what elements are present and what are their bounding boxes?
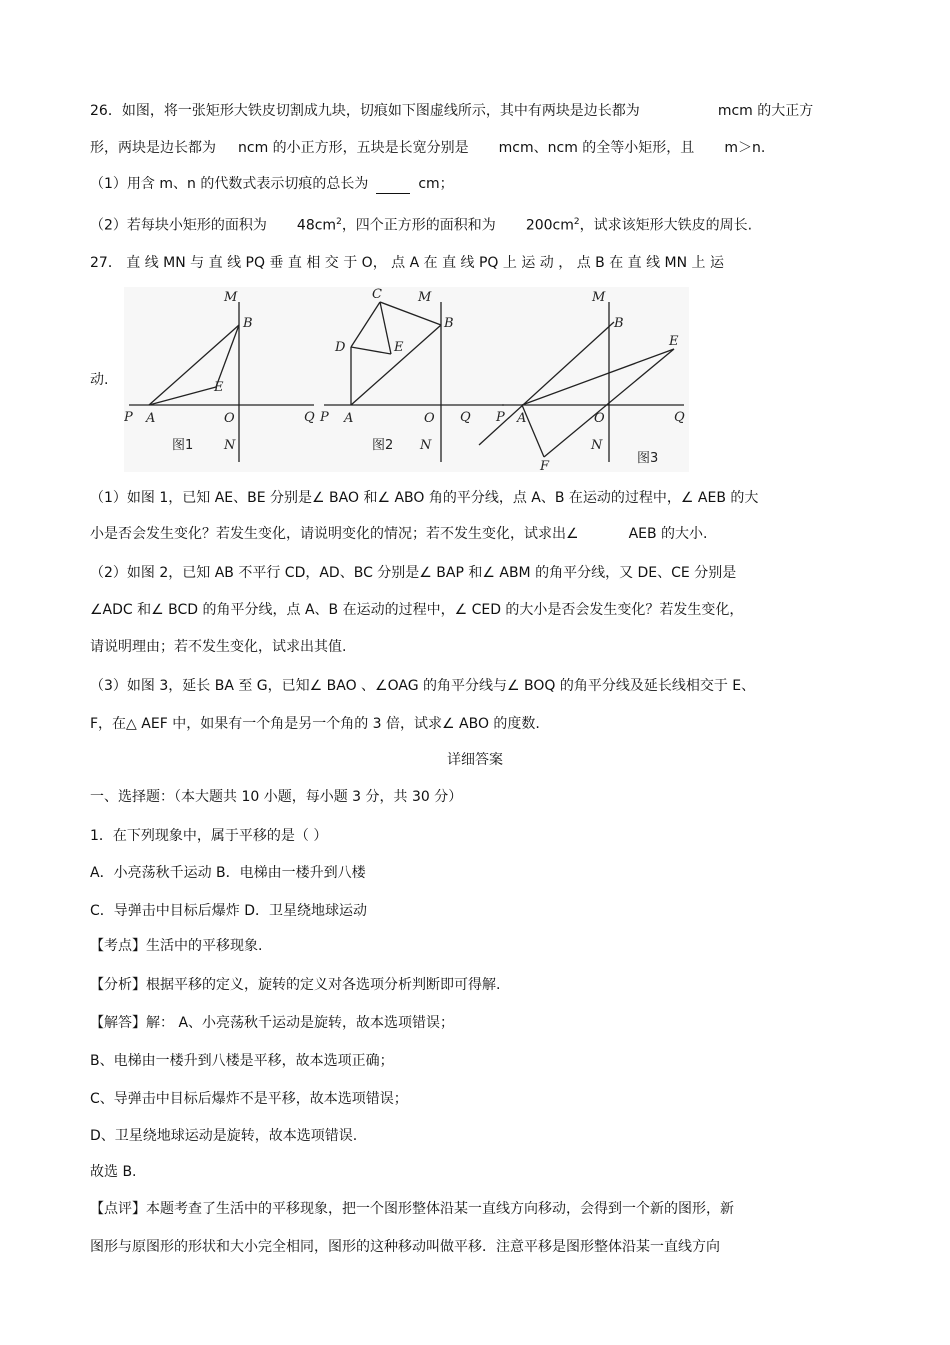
fig2-label-c: C	[372, 287, 382, 302]
fig1-label-q: Q	[304, 410, 315, 425]
fig2-label-n: N	[420, 438, 432, 453]
dianping-2: 图形与原图形的形状和大小完全相同，图形的这种移动叫做平移．注意平移是图形整体沿某一直线方向	[90, 1239, 720, 1255]
q26-part2-c: ，四个正方形的面积和为	[341, 217, 496, 234]
fig2-caption: 图2	[372, 438, 394, 453]
fig3-label-q: Q	[674, 410, 685, 425]
options-ab: A．小亮荡秋千运动 B．电梯由一楼升到八楼	[90, 865, 366, 881]
fig2-label-b: B	[444, 316, 454, 331]
q27-part2-line2: ∠ADC 和∠ BCD 的角平分线，点 A、B 在运动的过程中，∠ CED 的大小是否会发生变化？若发生变化，	[90, 602, 744, 618]
q26-part2	[90, 212, 752, 236]
q26-text-2b: ncm 的小正方形，五块是长宽分别是	[238, 140, 469, 156]
fig1-label-o: O	[224, 411, 235, 426]
q27-part2-line3: 请说明理由；若不发生变化，试求出其值.	[90, 639, 347, 655]
q26-part1-text: （1）用含 m、n 的代数式表示切痕的总长为	[90, 176, 369, 192]
q27-part1-line2	[90, 524, 708, 544]
q26-part1	[90, 174, 454, 194]
q27-part2-line1: （2）如图 2，已知 AB 不平行 CD，AD、BC 分别是∠ BAP 和∠ ABM 的角平分线，又 DE、CE 分别是	[90, 565, 737, 581]
figure-background	[124, 287, 689, 472]
fig1-label-b: B	[243, 316, 253, 331]
q27-part3-line2: F，在△ AEF 中，如果有一个角是另一个角的 3 倍，试求∠ ABO 的度数.	[90, 716, 540, 732]
kaodian: 【考点】生活中的平移现象.	[90, 938, 263, 954]
fig2-label-d: D	[335, 340, 346, 355]
fig2-label-q: Q	[460, 410, 471, 425]
fig1-caption: 图1	[172, 438, 194, 453]
answer-q1: 1．在下列现象中，属于平移的是（ ）	[90, 828, 328, 844]
q27-part3-line1: （3）如图 3，延长 BA 至 G，已知∠ BAO 、∠OAG 的角平分线与∠ BOQ 的角平分线及延长线相交于 E、	[90, 678, 756, 694]
q26-part2-total: 200cm	[525, 217, 574, 234]
superscript: 2	[336, 217, 342, 227]
fig3-label-o: O	[594, 411, 605, 426]
superscript: 2	[573, 217, 580, 227]
q26-text-2a: 形，两块是边长都为	[90, 140, 216, 156]
q26-line1	[90, 101, 813, 121]
q26-part1-unit: cm；	[418, 176, 454, 192]
fig3-caption: 图3	[637, 451, 659, 466]
fig1-label-a: A	[146, 411, 156, 426]
q26-line2	[90, 138, 765, 158]
q27-line2: 动.	[90, 372, 109, 388]
q26-text-2c: mcm、ncm 的全等小矩形，且	[498, 140, 695, 156]
q26-part2-e: ，试求该矩形大铁皮的周长.	[579, 217, 753, 234]
fenxi: 【分析】根据平移的定义，旋转的定义对各选项分析判断即可得解.	[90, 977, 501, 993]
q27-line1: 27． 直 线 MN 与 直 线 PQ 垂 直 相 交 于 O， 点 A 在 直 线 PQ 上 运 动 ， 点 B 在 直 线 MN 上 运	[90, 255, 724, 271]
fig3-label-f: F	[540, 459, 550, 472]
fig3-label-e: E	[669, 334, 679, 349]
jieda: 【解答】解： A、小亮荡秋千运动是旋转，故本选项错误；	[90, 1015, 455, 1031]
answers-title: 详细答案	[447, 752, 503, 768]
q27-part1-line1: （1）如图 1，已知 AE、BE 分别是∠ BAO 和∠ ABO 角的平分线，点 A、B 在运动的过程中，∠ AEB 的大	[90, 490, 759, 506]
q26-text-1b: mcm 的大正方	[717, 103, 814, 119]
q26-text-2d: m＞n.	[724, 140, 766, 156]
dianping-1: 【点评】本题考查了生活中的平移现象，把一个图形整体沿某一直线方向移动，会得到一个新的图形，新	[90, 1201, 734, 1217]
fig2-label-p: P	[320, 410, 329, 425]
options-cd: C．导弹击中目标后爆炸 D．卫星绕地球运动	[90, 903, 368, 919]
fig2-label-a: A	[344, 411, 354, 426]
fig3-label-n: N	[591, 438, 603, 453]
q27-part1-text: 小是否会发生变化？若发生变化，请说明变化的情况；若不发生变化，试求出∠	[90, 526, 579, 542]
fig3-label-m: M	[592, 290, 606, 305]
fig3-label-a: A	[517, 411, 527, 426]
geometry-figures	[124, 287, 689, 472]
fig3-label-p: P	[496, 410, 505, 425]
answer-blank	[376, 179, 410, 194]
fig1-label-n: N	[224, 438, 236, 453]
q26-part2-area: 48cm	[296, 217, 337, 234]
fig2-label-m: M	[418, 290, 432, 305]
fig1-label-e: E	[214, 380, 224, 395]
jieda-c: C、导弹击中目标后爆炸不是平移，故本选项错误；	[90, 1091, 408, 1107]
fig2-label-o: O	[424, 411, 435, 426]
guxuan: 故选 B.	[90, 1164, 137, 1180]
jieda-d: D、卫星绕地球运动是旋转，故本选项错误.	[90, 1128, 358, 1144]
fig1-label-m: M	[224, 290, 238, 305]
fig2-label-e: E	[394, 340, 404, 355]
q27-part1-angle: AEB 的大小.	[628, 526, 708, 542]
fig3-label-b: B	[614, 316, 624, 331]
jieda-b: B、电梯由一楼升到八楼是平移，故本选项正确；	[90, 1053, 394, 1069]
section-heading: 一、选择题：（本大题共 10 小题，每小题 3 分，共 30 分）	[90, 789, 463, 805]
q26-text-1a: 26．如图，将一张矩形大铁皮切割成九块，切痕如下图虚线所示，其中有两块是边长都为	[90, 103, 640, 119]
fig1-label-p: P	[124, 410, 133, 425]
q26-part2-a: （2）若每块小矩形的面积为	[90, 217, 267, 234]
